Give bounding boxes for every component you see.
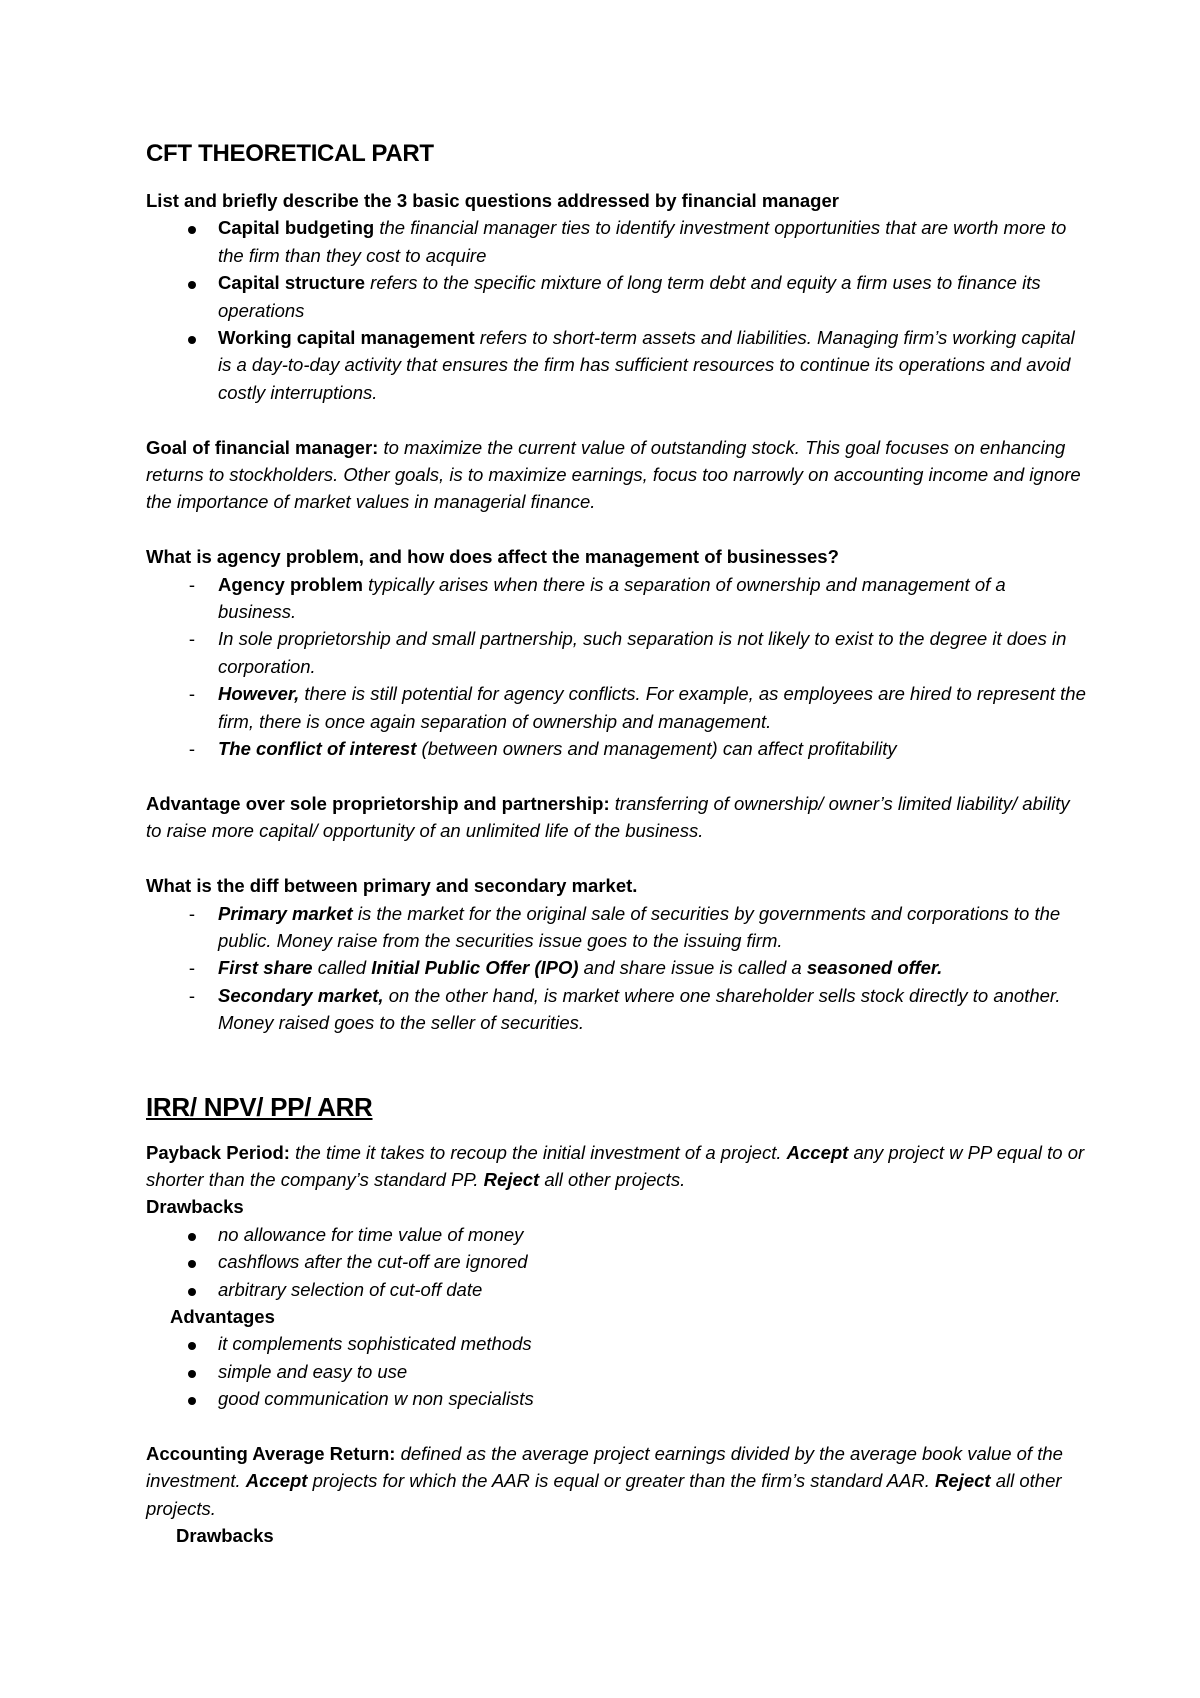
payback-text: the time it takes to recoup the initial investment of a project. [289,1141,787,1163]
payback-advantages-list [146,1330,1086,1412]
item-text: In sole proprietorship and small partnership, such separation is not likely to exist to the degree it does in corporation. [218,628,1067,677]
list-item [146,1221,1086,1248]
payback-text: all other projects. [539,1168,686,1190]
item-term: Capital budgeting [218,217,375,239]
list-item [146,1276,1086,1303]
accept-label: Accept [245,1470,308,1492]
bullet-icon [182,1385,202,1412]
list-item [146,1385,1086,1412]
payback-text: any project w PP equal to or shorter than the company’s standard PP. [146,1141,1085,1190]
markets-list [146,900,1086,1037]
payback-label: Payback Period: [146,1141,290,1163]
list-item [146,735,1086,762]
item-text: simple and easy to use [218,1360,408,1382]
bullet-icon [182,324,202,351]
list-item [146,1248,1086,1275]
list-item [146,1330,1086,1357]
bullet-icon [182,1248,202,1275]
dash-icon: - [188,683,196,705]
list-item [146,982,1086,1037]
basic-questions-list [146,214,1086,406]
advantages-label: Advantages [170,1305,275,1327]
item-term: Capital structure [218,272,366,294]
aar-paragraph [146,1440,1086,1522]
item-text: cashflows after the cut-off are ignored [218,1251,528,1273]
page-title: CFT THEORETICAL PART [146,140,434,167]
bullet-icon [182,1276,202,1303]
dash-icon: - [188,902,196,924]
goal-paragraph [146,434,1086,516]
aar-label: Accounting Average Return: [146,1442,396,1464]
item-term: Initial Public Offer (IPO) [371,957,579,979]
section-heading-agency: What is agency problem, and how does affect the management of businesses? [146,546,839,568]
reject-label: Reject [935,1470,991,1492]
list-item [146,625,1086,680]
item-text: (between owners and management) can affect profitability [416,738,897,760]
item-text: called [312,957,372,979]
item-text: on the other hand, is market where one shareholder sells stock directly to another. Money raised goes to the seller of securities. [218,984,1061,1034]
section-heading-markets: What is the diff between primary and secondary market. [146,875,638,897]
aar-text: all other projects. [146,1470,1062,1519]
advantage-label: Advantage over sole proprietorship and partnership: [146,792,610,814]
document-page [146,140,1086,1550]
agency-list [146,571,1086,763]
aar-text: projects for which the AAR is equal or greater than the firm’s standard AAR. [307,1470,936,1492]
item-term: However, [218,683,300,705]
bullet-icon [182,1330,202,1357]
list-item [146,1358,1086,1385]
accept-label: Accept [786,1141,849,1163]
advantage-paragraph [146,790,1086,845]
payback-drawbacks-list [146,1221,1086,1303]
item-text: refers to short-term assets and liabilities. Managing firm’s working capital is a day-to-day activity that ensures the firm has sufficient resources to continue its operations and avoid costly interruptions. [218,327,1075,403]
item-text: no allowance for time value of money [218,1223,524,1245]
bullet-icon [182,1358,202,1385]
list-item [146,571,1086,626]
item-text: there is still potential for agency conflicts. For example, as employees are hired to represent the firm, there is once again separation of ownership and management. [218,683,1086,732]
item-text: arbitrary selection of cut-off date [218,1278,483,1300]
item-term: Primary market [218,902,353,924]
bullet-icon [182,214,202,241]
item-term: seasoned offer. [806,957,943,979]
item-term: Agency problem [218,573,363,595]
bullet-icon [182,1221,202,1248]
item-text: the financial manager ties to identify investment opportunities that are worth more to the firm than they cost to acquire [218,217,1067,266]
item-text: typically arises when there is a separation of ownership and management of a business. [218,573,1006,623]
payback-paragraph [146,1139,1086,1194]
item-term: Secondary market, [218,984,384,1006]
dash-icon: - [188,573,196,595]
aar-drawbacks-label: Drawbacks [176,1525,274,1547]
item-text: good communication w non specialists [218,1388,534,1410]
advantage-text: transferring of ownership/ owner’s limited liability/ ability to raise more capital/ opportunity of an unlimited life of the business. [146,792,1070,842]
dash-icon: - [188,628,196,650]
dash-icon: - [188,984,196,1006]
item-term: Working capital management [218,327,475,349]
aar-text: defined as the average project earnings divided by the average book value of the investment. [146,1442,1063,1492]
goal-label: Goal of financial manager: [146,436,379,458]
item-term: The conflict of interest [218,738,417,760]
list-item [146,680,1086,735]
list-item [146,269,1086,324]
item-text: and share issue is called a [578,957,807,979]
item-text: refers to the specific mixture of long term debt and equity a firm uses to finance its operations [218,272,1041,321]
section-heading-basic-questions: List and briefly describe the 3 basic questions addressed by financial manager [146,190,839,211]
section-title-methods: IRR/ NPV/ PP/ ARR [146,1091,373,1122]
dash-icon: - [188,957,196,979]
dash-icon: - [188,738,196,760]
item-text: is the market for the original sale of securities by governments and corporations to the public. Money raise from the securities issue goes to the issuing firm. [218,902,1061,951]
list-item [146,324,1086,406]
reject-label: Reject [483,1168,540,1190]
drawbacks-label: Drawbacks [146,1196,244,1218]
list-item [146,954,1086,981]
goal-text: to maximize the current value of outstanding stock. This goal focuses on enhancing returns to stockholders. Other goals, is to maximize earnings, focus too narrowly on accounting income and ignore the importance of market values in managerial finance. [146,436,1081,513]
item-term: First share [218,957,313,979]
list-item [146,900,1086,955]
list-item [146,214,1086,269]
bullet-icon [182,269,202,296]
item-text: it complements sophisticated methods [218,1333,532,1355]
